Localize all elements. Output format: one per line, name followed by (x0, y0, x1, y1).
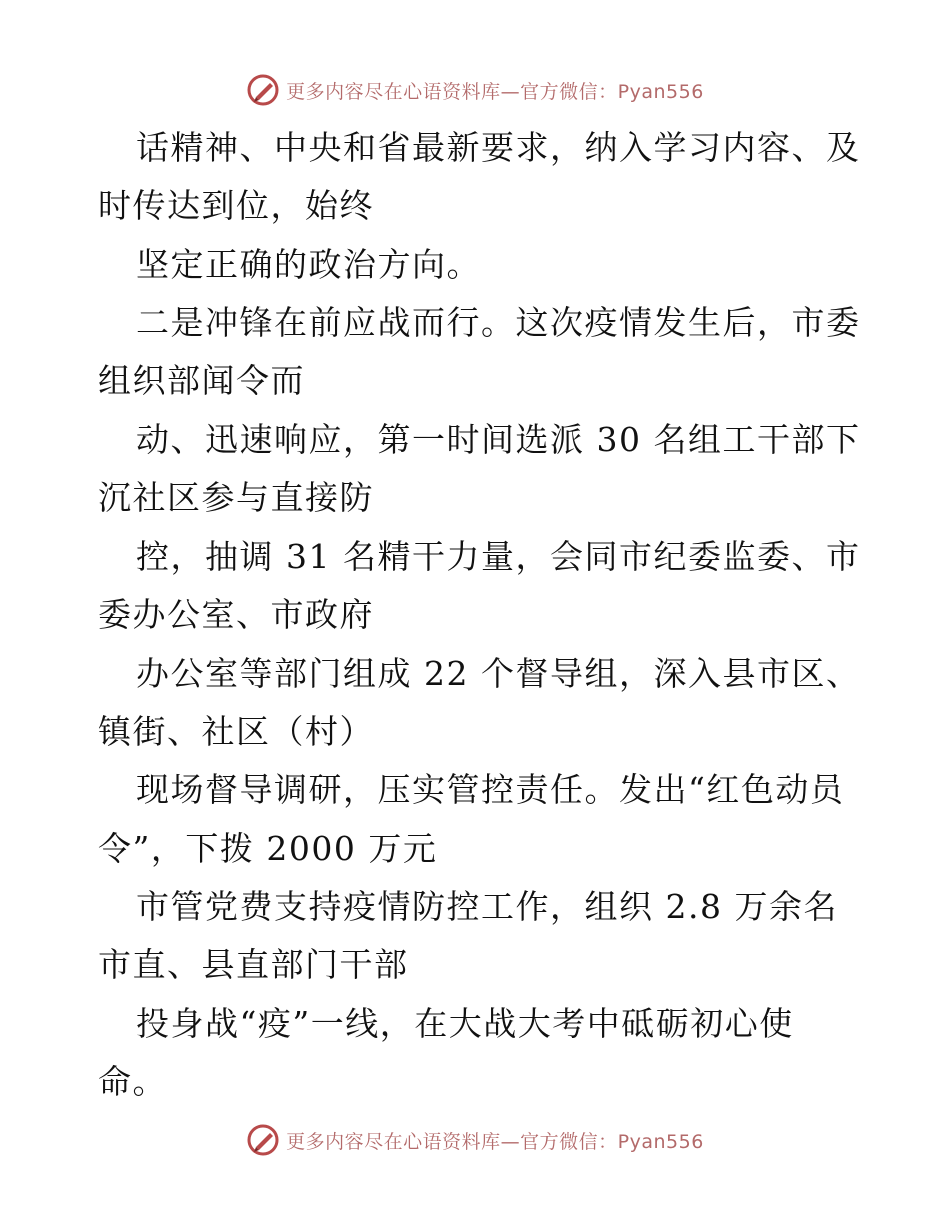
text-line: 市管党费支持疫情防控工作，组织 2.8 万余名 (136, 887, 838, 926)
text-line: 控，抽调 31 名精干力量，会同市纪委监委、市 (136, 537, 861, 576)
text-line: 市直、县直部门干部 (98, 945, 409, 984)
text-line: 办公室等部门组成 22 个督导组，深入县市区、 (136, 654, 861, 693)
text-line: 命。 (98, 1062, 167, 1101)
text-line: 委办公室、市政府 (98, 595, 374, 634)
watermark-text: 更多内容尽在心语资料库—官方微信：Pyan556 (286, 80, 704, 103)
text-line: 话精神、中央和省最新要求，纳入学习内容、及 (136, 128, 861, 167)
text-line: 坚定正确的政治方向。 (136, 245, 481, 284)
text-line: 令”，下拨 2000 万元 (98, 829, 438, 868)
text-line: 现场督导调研，压实管控责任。发出“红色动员 (136, 770, 845, 809)
text-line: 镇街、社区（村） (98, 712, 374, 751)
text-line: 沉社区参与直接防 (98, 478, 374, 517)
text-line: 时传达到位，始终 (98, 186, 374, 225)
text-line: 组织部闻令而 (98, 361, 305, 400)
text-line: 投身战“疫”一线，在大战大考中砥砺初心使 (136, 1004, 794, 1043)
watermark-text: 更多内容尽在心语资料库—官方微信：Pyan556 (286, 1130, 704, 1153)
text-line: 动、迅速响应，第一时间选派 30 名组工干部下 (136, 420, 861, 459)
footer-watermark (0, 1122, 950, 1158)
pen-logo-icon (246, 1123, 280, 1157)
text-line: 二是冲锋在前应战而行。这次疫情发生后，市委 (136, 303, 861, 342)
